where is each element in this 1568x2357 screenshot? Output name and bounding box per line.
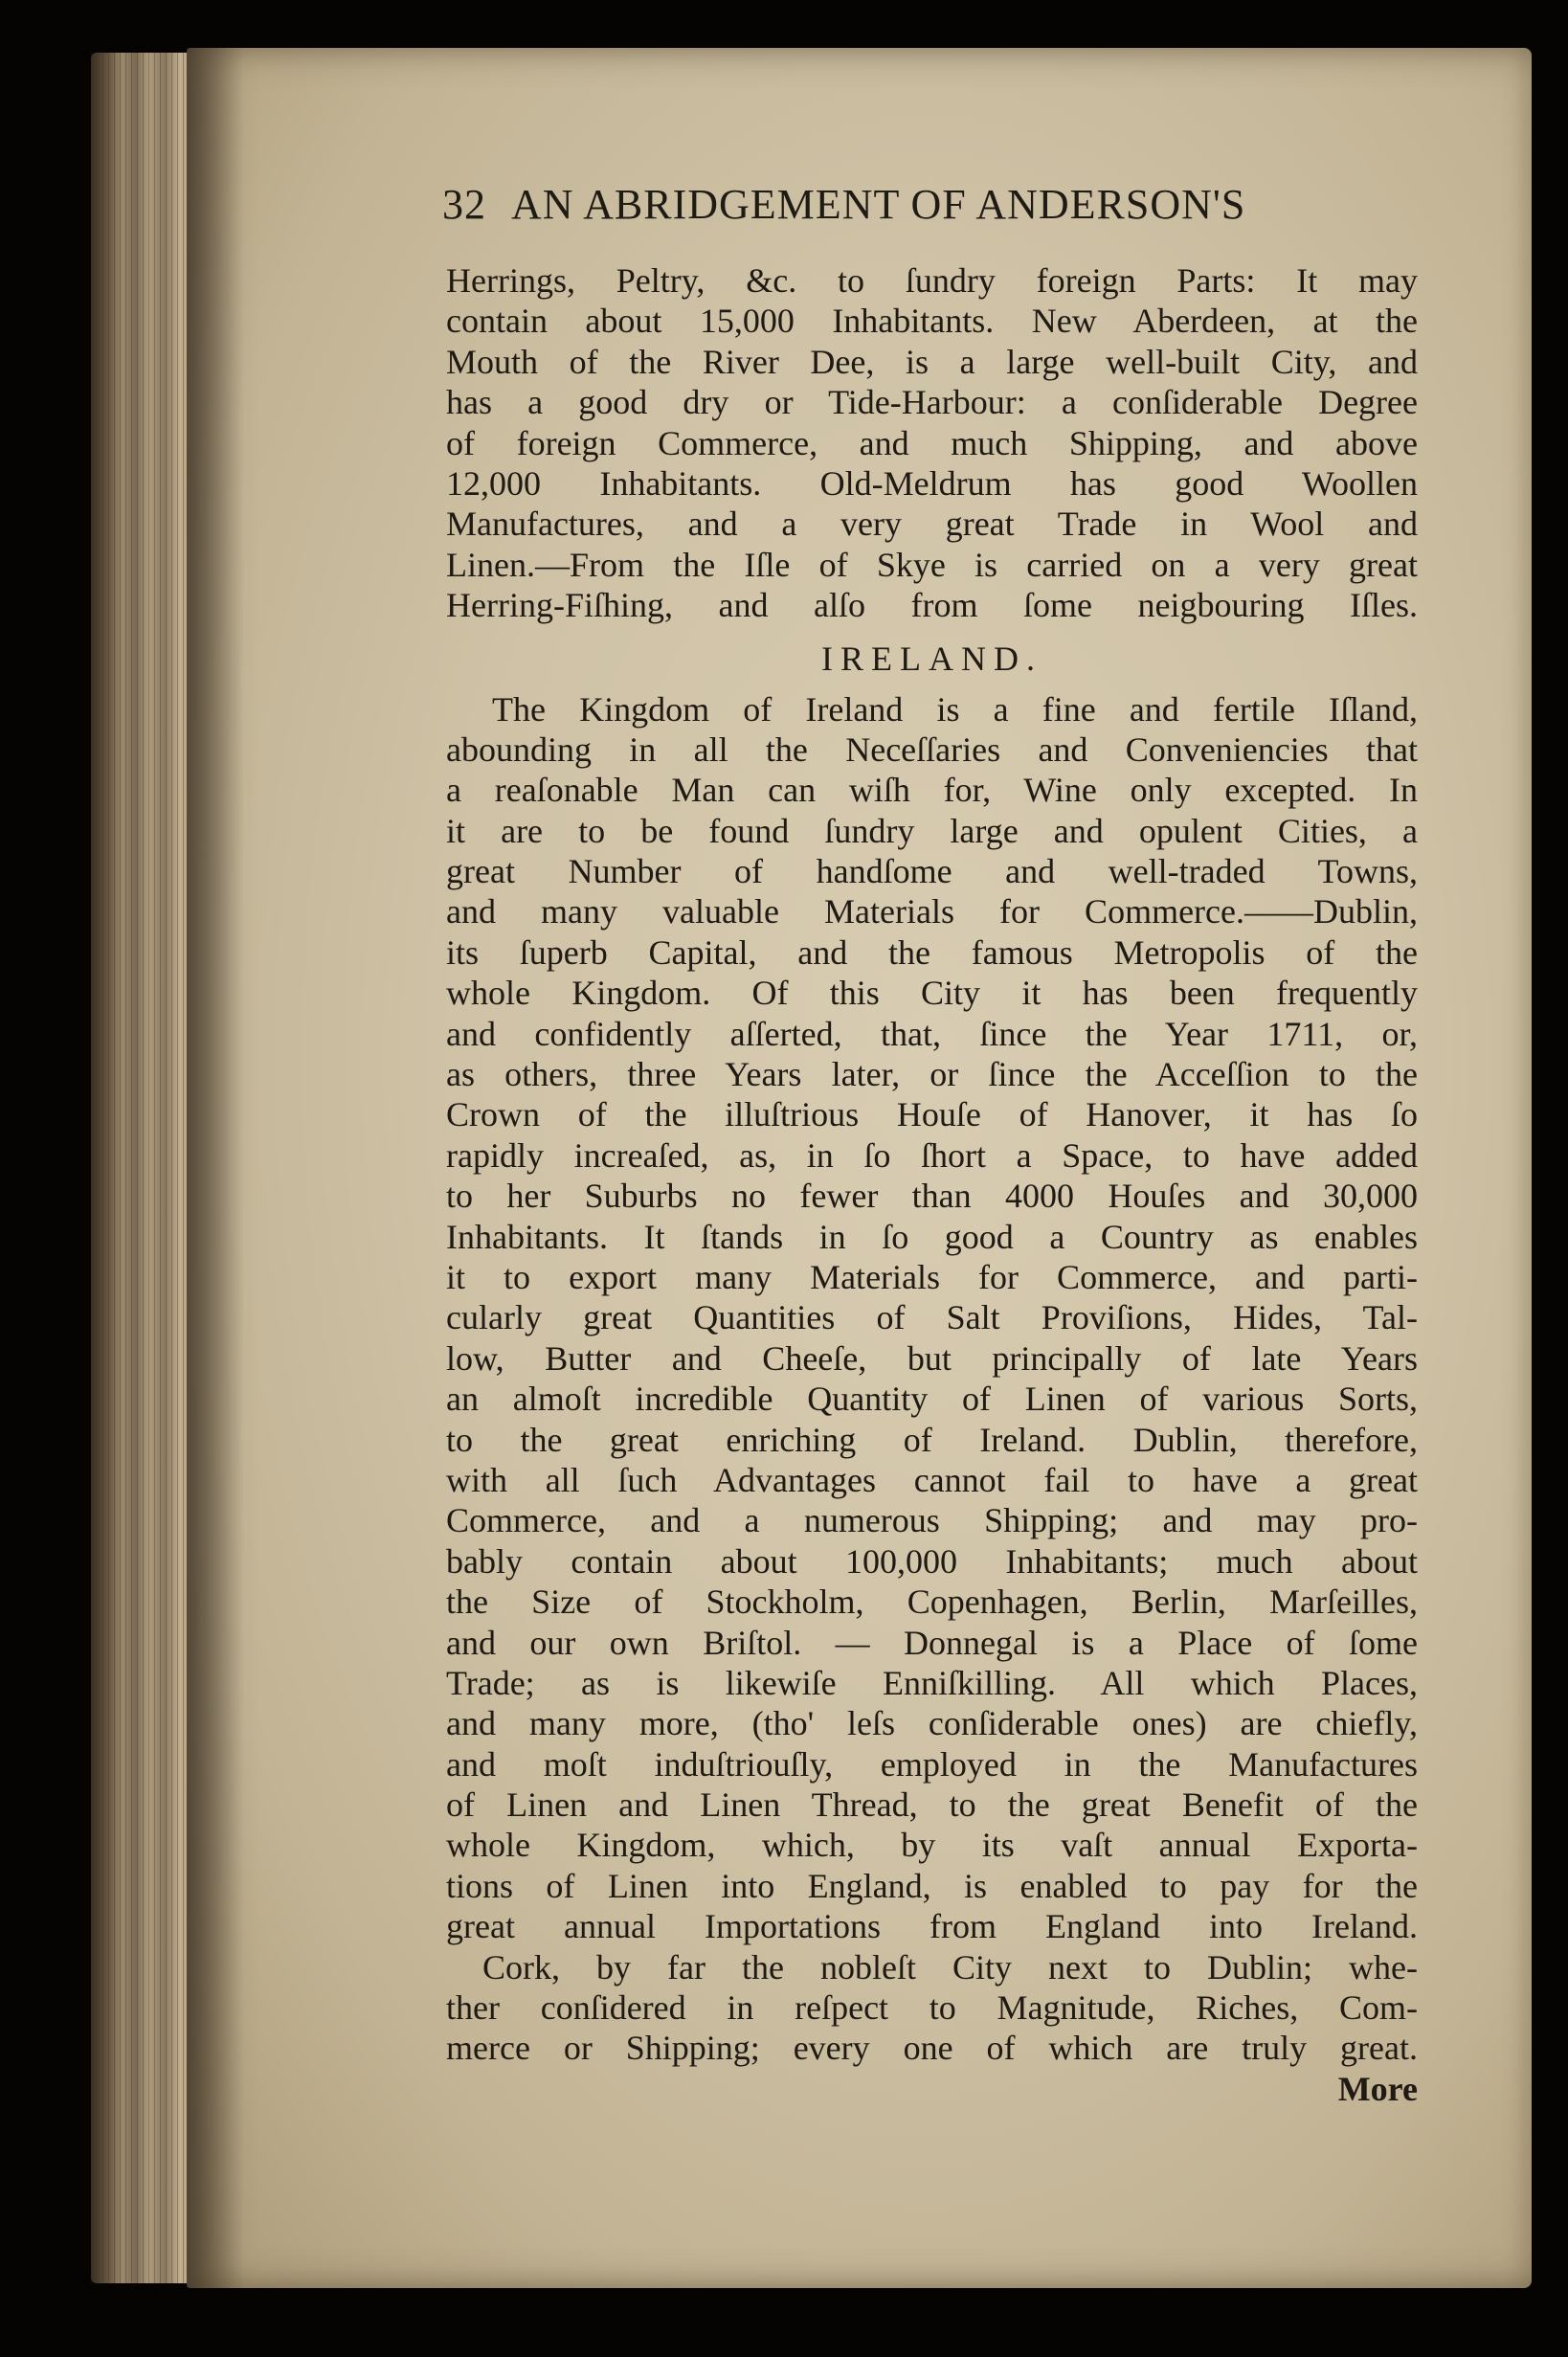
text-line: it to export many Materials for Commerce, and parti-: [446, 1257, 1418, 1296]
text-line: Cork, by far the nobleſt City next to Dublin; whe-: [482, 1947, 1418, 1987]
text-line: an almoſt incredible Quantity of Linen of various Sorts,: [446, 1380, 1418, 1419]
running-head: [442, 180, 1409, 229]
text-line: Linen.—From the Iſle of Skye is carried on a very great: [446, 545, 1418, 584]
text-line: of foreign Commerce, and much Shipping, and above: [446, 423, 1418, 462]
text-line: bably contain about 100,000 Inhabitants; much about: [446, 1541, 1418, 1581]
text-line: it are to be found ſundry large and opulent Cities, a: [446, 811, 1418, 850]
text-line: its ſuperb Capital, and the famous Metropolis of the: [446, 932, 1418, 972]
text-line: tions of Linen into England, is enabled to pay for the: [446, 1866, 1418, 1905]
text-line: Mouth of the River Dee, is a large well-built City, and: [446, 342, 1418, 381]
text-line: and many more, (tho' leſs conſiderable ones) are chiefly,: [446, 1704, 1418, 1743]
text-line: a reaſonable Man can wiſh for, Wine only excepted. In: [446, 771, 1418, 810]
text-line: of Linen and Linen Thread, to the great Benefit of the: [446, 1785, 1418, 1825]
page-edges-texture: [91, 53, 196, 2283]
text-line: ther conſidered in reſpect to Magnitude, Riches, Com-: [446, 1988, 1418, 2028]
text-line: and our own Briſtol. — Donnegal is a Place of ſome: [446, 1623, 1418, 1662]
text-line: Manufactures, and a very great Trade in Wool and: [446, 505, 1418, 544]
text-line: Trade; as is likewiſe Enniſkilling. All which Places,: [446, 1663, 1418, 1702]
catchword: More: [1337, 2069, 1418, 2108]
text-line: great Number of handſome and well-traded Towns,: [446, 852, 1418, 891]
page-number: 32: [442, 181, 486, 228]
text-line: cularly great Quantities of Salt Proviſions, Hides, Tal-: [446, 1298, 1418, 1337]
body-text: [446, 260, 1418, 2109]
text-line: Commerce, and a numerous Shipping; and may pro-: [446, 1501, 1418, 1540]
text-line: abounding in all the Neceſſaries and Conveniencies that: [446, 730, 1418, 769]
text-line: Inhabitants. It ſtands in ſo good a Country as enables: [446, 1217, 1418, 1256]
text-line: merce or Shipping; every one of which are truly great.: [446, 2029, 1418, 2068]
text-line: Herrings, Peltry, &c. to ſundry foreign Parts: It may: [446, 261, 1418, 300]
text-line: and many valuable Materials for Commerce.——Dublin,: [446, 892, 1418, 932]
text-line: to the great enriching of Ireland. Dublin, therefore,: [446, 1420, 1418, 1459]
text-line: low, Butter and Cheeſe, but principally of late Years: [446, 1338, 1418, 1378]
text-line: and moſt induſtriouſly, employed in the Manufactures: [446, 1744, 1418, 1784]
text-line: to her Suburbs no fewer than 4000 Houſes and 30,000: [446, 1177, 1418, 1216]
text-line: as others, three Years later, or ſince the Acceſſion to the: [446, 1055, 1418, 1094]
page-edges: [91, 53, 196, 2283]
text-line: great annual Importations from England into Ireland.: [446, 1907, 1418, 1946]
text-line: 12,000 Inhabitants. Old-Meldrum has good Woollen: [446, 463, 1418, 503]
text-line: whole Kingdom, which, by its vaſt annual Exporta-: [446, 1826, 1418, 1865]
text-line: and confidently aſſerted, that, ſince the Year 1711, or,: [446, 1014, 1418, 1053]
gutter-shadow: [187, 48, 244, 2288]
text-line: has a good dry or Tide-Harbour: a conſiderable Degree: [446, 383, 1418, 422]
text-line: Herring-Fiſhing, and alſo from ſome neigbouring Iſles.: [446, 586, 1418, 625]
text-line: whole Kingdom. Of this City it has been frequently: [446, 974, 1418, 1013]
text-line: the Size of Stockholm, Copenhagen, Berlin, Marſeilles,: [446, 1583, 1418, 1622]
text-line: contain about 15,000 Inhabitants. New Aberdeen, at the: [446, 302, 1418, 341]
running-title: AN ABRIDGEMENT OF ANDERSON'S: [511, 181, 1246, 228]
text-line: rapidly increaſed, as, in ſo ſhort a Space, to have added: [446, 1135, 1418, 1175]
text-line: The Kingdom of Ireland is a fine and fertile Iſland,: [492, 689, 1418, 729]
section-heading: IRELAND.: [821, 639, 1042, 678]
text-line: with all ſuch Advantages cannot fail to have a great: [446, 1460, 1418, 1499]
text-line: Crown of the illuſtrious Houſe of Hanover, it has ſo: [446, 1095, 1418, 1134]
